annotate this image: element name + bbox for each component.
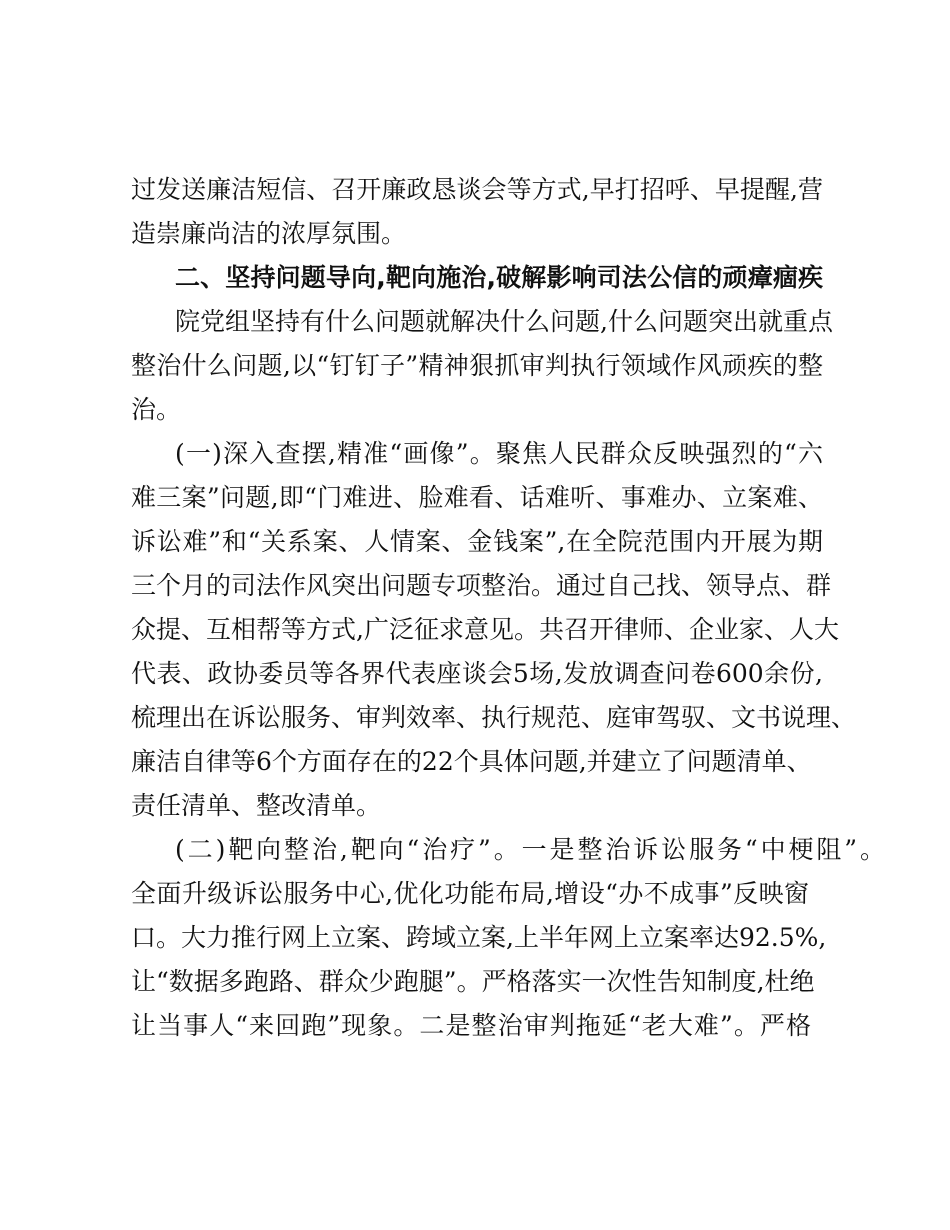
paragraph [131,168,823,256]
text-line: 全面升级诉讼服务中心,优化功能布局,增设“办不成事”反映窗 [131,879,809,908]
text-line: 廉洁自律等6个方面存在的22个具体问题,并建立了问题清单、 [131,747,812,776]
text-line: 诉讼难”和“关系案、人情案、金钱案”,在全院范围内开展为期 [131,527,823,556]
text-line: 难三案”问题,即“门难进、脸难看、话难听、事难办、立案难、 [131,483,823,512]
section-heading [131,256,823,300]
text-line: 三个月的司法作风突出问题专项整治。通过自己找、领导点、群 [131,571,832,600]
text-line: 让“数据多跑路、群众少跑腿”。严格落实一次性告知制度,杜绝 [131,967,815,996]
text-line: 口。大力推行网上立案、跨域立案,上半年网上立案率达92.5%, [131,923,827,952]
text-line: 代表、政协委员等各界代表座谈会5场,发放调查问卷600余份, [131,659,823,688]
text-line: 让当事人“来回跑”现象。二是整治审判拖延“老大难”。严格 [131,1011,811,1040]
text-line: 治。 [131,395,182,424]
text-line: 梳理出在诉讼服务、审判效率、执行规范、庭审驾驭、文书说理、 [131,703,857,732]
paragraph [131,828,885,1048]
text-line: 众提、互相帮等方式,广泛征求意见。共召开律师、企业家、人大 [131,615,839,644]
document-page [131,168,885,1048]
text-line: 造崇廉尚洁的浓厚氛围。 [131,219,407,248]
text-line: (一)深入查摆,精准“画像”。聚焦人民群众反映强烈的“六 [175,439,823,468]
text-line: 院党组坚持有什么问题就解决什么问题,什么问题突出就重点 [175,307,833,336]
heading-text: 二、坚持问题导向,靶向施治,破解影响司法公信的顽瘴痼疾 [175,263,823,292]
paragraph [131,300,833,432]
text-line: 整治什么问题,以“钉钉子”精神狠抓审判执行领域作风顽疾的整 [131,351,823,380]
text-line: 过发送廉洁短信、召开廉政恳谈会等方式,早打招呼、早提醒,营 [131,175,823,204]
text-line: (二)靶向整治,靶向“治疗”。一是整治诉讼服务“中梗阻”。 [175,835,885,864]
paragraph [131,432,857,828]
text-line: 责任清单、整改清单。 [131,791,382,820]
